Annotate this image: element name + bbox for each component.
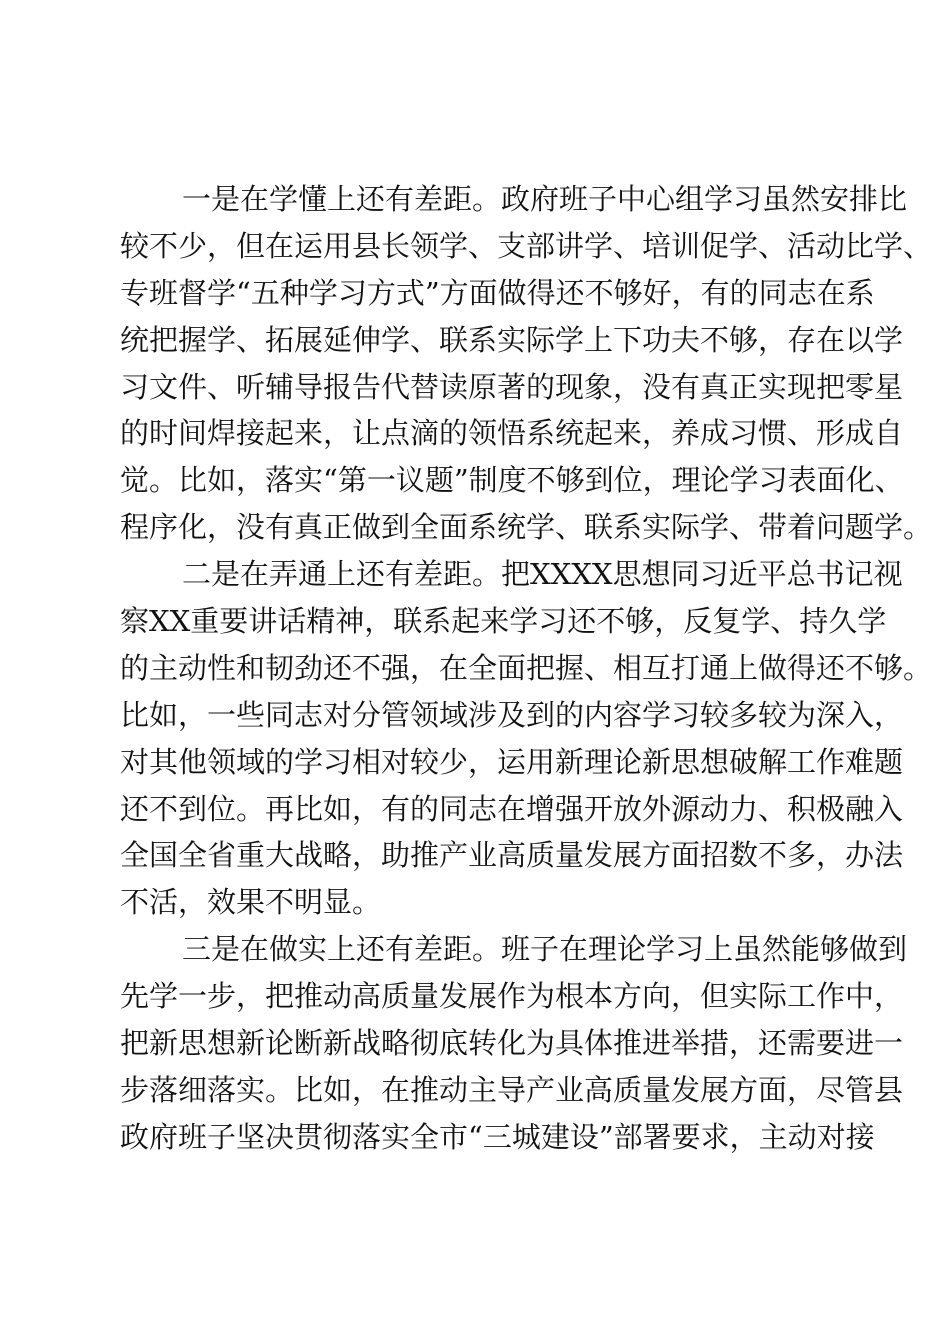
text-line: 还不到位。再比如，有的同志在增强开放外源动力、积极融入 xyxy=(120,791,904,826)
text-line: 比如，一些同志对分管领域涉及到的内容学习较多较为深入， xyxy=(120,697,904,732)
text-line: 统把握学、拓展延伸学、联系实际学上下功夫不够，存在以学 xyxy=(120,322,904,357)
text-line: 先学一步，把推动高质量发展作为根本方向，但实际工作中， xyxy=(120,979,904,1014)
paragraph-1 xyxy=(120,176,933,551)
text-line: 全国全省重大战略，助推产业高质量发展方面招数不多，办法 xyxy=(120,838,904,873)
text-line: 步落细落实。比如，在推动主导产业高质量发展方面，尽管县 xyxy=(120,1072,904,1107)
text-line: 把新思想新论断新战略彻底转化为具体推进举措，还需要进一 xyxy=(120,1026,904,1061)
text-line: 习文件、听辅导报告代替读原著的现象，没有真正实现把零星 xyxy=(120,369,904,404)
text-line: 的时间焊接起来，让点滴的领悟系统起来，养成习惯、形成自 xyxy=(120,416,904,451)
text-line: 程序化，没有真正做到全面系统学、联系实际学、带着问题学。 xyxy=(120,510,933,545)
document-body xyxy=(120,176,933,1161)
text-line: 觉。比如，落实“第一议题”制度不够到位，理论学习表面化、 xyxy=(120,463,904,498)
text-line: 不活，效果不明显。 xyxy=(120,885,382,920)
paragraph-3 xyxy=(120,926,908,1160)
text-line: 一是在学懂上还有差距。政府班子中心组学习虽然安排比 xyxy=(182,182,908,216)
paragraph-2 xyxy=(120,551,933,926)
text-line: 政府班子坚决贯彻落实全市“三城建设”部署要求，主动对接 xyxy=(120,1119,875,1154)
text-line: 专班督学“五种学习方式”方面做得还不够好，有的同志在系 xyxy=(120,275,875,310)
text-line: 对其他领域的学习相对较少，运用新理论新思想破解工作难题 xyxy=(120,744,904,779)
text-line: 较不少，但在运用县长领学、支部讲学、培训促学、活动比学、 xyxy=(120,228,933,263)
text-line: 察XX重要讲话精神，联系起来学习还不够，反复学、持久学 xyxy=(120,604,887,639)
text-line: 二是在弄通上还有差距。把XXXX思想同习近平总书记视 xyxy=(182,557,903,592)
text-line: 三是在做实上还有差距。班子在理论学习上虽然能够做到 xyxy=(182,932,908,967)
text-line: 的主动性和韧劲还不强，在全面把握、相互打通上做得还不够。 xyxy=(120,650,933,685)
